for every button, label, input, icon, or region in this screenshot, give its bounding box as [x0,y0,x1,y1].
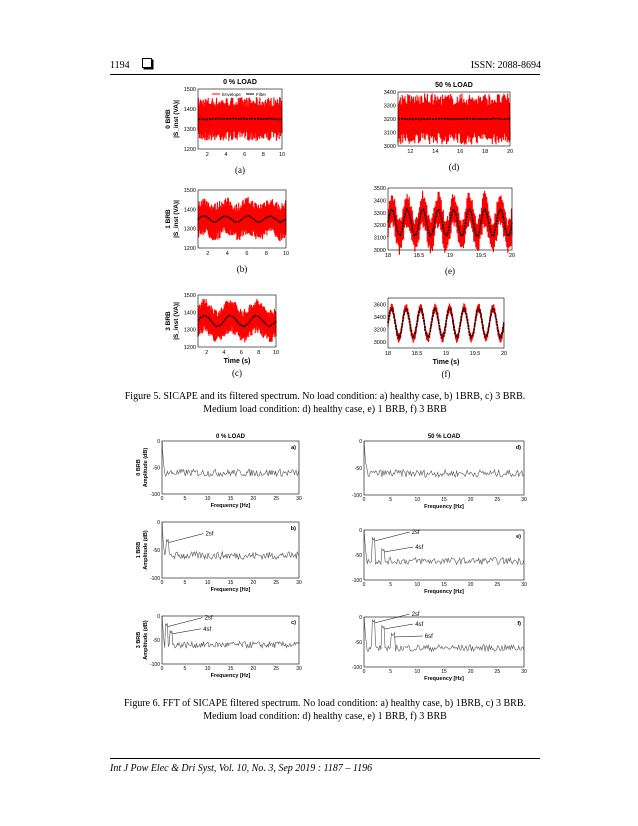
x-tick-label: 30 [296,496,302,502]
x-tick-label: 4 [222,350,226,356]
figure-6-caption [110,697,540,723]
x-tick-label: 2 [205,152,209,158]
footer-citation: Int J Pow Elec & Dri Syst, Vol. 10, No. 3, Sep 2019 : 1187 – 1196 [110,763,373,774]
y-axis-label: 1 BRB [165,209,172,229]
panel-corner-label: e) [516,534,521,540]
x-tick-label: 15 [227,666,234,672]
y-tick-label: 1200 [183,345,196,351]
x-tick-label: 16 [457,149,464,155]
x-tick-label: 6 [243,152,247,158]
subfigure-label: (b) [236,264,248,274]
y-tick-label: 3100 [383,130,396,137]
x-tick-label: 20 [467,582,474,588]
x-axis-label: Frequency [Hz] [210,503,251,509]
x-tick-label: 25 [273,496,279,502]
x-tick-label: 10 [204,496,211,502]
y-tick-label: -100 [149,492,160,498]
y-tick-label: 1500 [183,293,196,299]
x-tick-label: 30 [521,669,527,675]
panel-title: 50 % LOAD [427,434,461,440]
panel-corner-label: f) [517,621,521,627]
x-tick-label: 30 [296,580,302,586]
panel-corner-label: b) [290,526,296,532]
x-tick-label: 19.5 [469,351,481,357]
harmonic-annotation: 4sf [415,545,424,551]
y-tick-label: 1200 [183,147,196,153]
x-tick-label: 0 [362,582,366,588]
y-axis-label: 3 BRB [165,311,172,331]
y-tick-label: 0 [359,615,362,621]
annotation-arrow [384,547,413,552]
x-tick-label: 19 [446,253,454,259]
x-tick-label: 0 [362,497,366,503]
x-tick-label: 18 [384,351,392,357]
fft-trace [364,530,524,565]
y-axis-label: 0 BRB [136,459,142,476]
y-tick-label: 0 [157,439,160,445]
subfigure-label: (d) [448,162,460,172]
x-axis-label: Frequency [Hz] [210,587,251,593]
y-tick-label: -100 [351,493,362,499]
harmonic-annotation: 4sf [203,626,212,633]
x-tick-label: 4 [225,251,229,257]
issn: ISSN: 2088-8694 [470,60,541,71]
panel-title: 0 % LOAD [215,434,246,440]
panel-corner-label: d) [515,445,521,451]
x-tick-label: 15 [227,580,234,586]
harmonic-annotation: 2sf [204,615,213,622]
x-tick-label: 25 [273,580,279,586]
y-tick-label: -50 [152,465,160,472]
y-tick-label: 1500 [183,87,196,93]
subfigure-label: (e) [445,266,455,276]
x-tick-label: 4 [224,152,228,158]
y-tick-label: 1300 [183,127,196,133]
x-tick-label: 2 [205,350,209,356]
subfigure-label: (f) [441,369,451,379]
y-axis-unit: |S_inst (VA)| [173,200,180,238]
harmonic-annotation: 4sf [415,622,424,628]
x-tick-label: 10 [204,666,211,672]
annotation-arrow [168,534,203,543]
y-tick-label: -50 [354,466,362,472]
figure-5-caption-line-1: Figure 5. SICAPE and its filtered spectrum. No load condition: a) healthy case, b) 1BRB, c) 3 BRB. [124,391,526,402]
x-tick-label: 18 [482,149,489,155]
x-tick-label: 18.5 [411,351,423,357]
fft-panel-d [352,434,527,510]
fft-trace [364,441,524,477]
x-tick-label: 8 [264,251,268,257]
annotation-arrow [168,618,203,627]
y-tick-label: 0 [359,528,362,534]
y-tick-label: 3300 [383,103,396,110]
figure-6-caption-line-2: Medium load condition: d) healthy case, e) 1 BRB, f) 3 BRB [203,711,447,722]
x-tick-label: 15 [441,582,447,588]
panel-title: 0 % LOAD [223,79,257,86]
x-tick-label: 0 [160,666,164,672]
annotation-arrow [375,614,410,623]
y-tick-label: 3100 [373,235,386,242]
y-tick-label: 1400 [183,107,196,113]
legend-filter-label: Filter [256,92,266,97]
fft-panel-c [136,614,302,679]
x-tick-label: 15 [227,496,234,502]
y-axis-label: 1 BRB [136,541,142,559]
panel-title: 50 % LOAD [435,82,473,89]
y-tick-label: -100 [351,578,362,584]
fft-panel-e [352,528,527,595]
annotation-arrow [375,532,410,541]
y-axis-unit: Amplitude (dB) [143,447,149,488]
annotation-arrow [384,624,413,629]
y-tick-label: -50 [152,638,160,644]
y-tick-label: 3400 [383,90,396,96]
x-tick-label: 10 [282,251,290,257]
x-tick-label: 20 [250,666,257,672]
y-tick-label: -100 [149,662,160,668]
y-axis-unit: Amplitude (dB) [143,530,149,570]
x-axis-label: Time (s) [432,359,460,366]
page-number: 1194 [110,60,130,71]
x-tick-label: 30 [521,582,527,588]
y-tick-label: 3300 [373,210,386,217]
annotation-arrow [394,636,423,637]
axes-frame [162,616,299,664]
y-tick-label: 3400 [373,198,386,205]
x-tick-label: 10 [278,152,286,158]
x-tick-label: 5 [183,496,187,502]
axes-frame [162,522,299,578]
x-tick-label: 18.5 [413,253,425,259]
subfigure-label: (c) [232,368,242,378]
x-tick-label: 2 [206,251,210,257]
y-tick-label: 3000 [373,248,386,254]
fft-panel-b [136,520,302,593]
x-tick-label: 0 [160,580,164,586]
y-tick-label: 1500 [183,188,196,194]
x-tick-label: 10 [414,497,421,503]
panel-corner-label: c) [291,620,296,626]
fft-trace [364,617,524,652]
x-axis-label: Frequency [Hz] [424,504,464,510]
y-axis-unit: Amplitude (dB) [143,620,149,660]
y-tick-label: 1300 [183,226,196,233]
y-tick-label: 3200 [383,117,396,123]
y-tick-label: 3200 [373,223,386,230]
x-tick-label: 10 [414,669,421,675]
x-tick-label: 12 [407,149,414,155]
y-axis-label: 0 BRB [165,109,172,129]
x-tick-label: 20 [500,351,508,357]
y-tick-label: 0 [359,439,362,445]
figure-6-caption-line-1: Figure 6. FFT of SICAPE filtered spectrum. No load condition: a) healthy case, b) 1BRB, c) 3 BRB. [124,698,526,709]
x-tick-label: 25 [494,582,501,588]
y-tick-label: -50 [354,640,362,646]
x-axis-label: Frequency [Hz] [424,589,464,595]
x-axis-label: Frequency [Hz] [424,676,464,682]
x-tick-label: 0 [160,496,164,502]
panel-corner-label: a) [291,445,296,451]
y-tick-label: 3000 [373,339,386,346]
y-tick-label: 3400 [373,314,386,321]
subfigure-label: (a) [235,165,245,175]
legend-envelope-label: Envelope [222,92,241,97]
y-tick-label: 3600 [373,302,386,309]
x-tick-label: 10 [272,350,280,356]
axes-frame [364,441,524,495]
x-tick-label: 6 [245,251,249,257]
y-tick-label: -100 [149,576,160,582]
y-tick-label: -50 [152,548,160,554]
y-tick-label: 0 [157,520,160,526]
x-tick-label: 5 [389,497,393,503]
footer-rule [110,758,540,759]
y-tick-label: -50 [354,553,362,559]
x-tick-label: 19.5 [475,253,487,259]
fft-panel-f [352,612,527,682]
x-tick-label: 5 [389,669,393,675]
x-tick-label: 14 [432,149,439,155]
harmonic-annotation: 2sf [411,530,420,536]
fft-panel-a [136,434,302,509]
fft-trace [162,441,299,476]
y-tick-label: -100 [351,665,362,671]
x-tick-label: 20 [467,669,474,675]
x-tick-label: 15 [441,497,447,503]
x-tick-label: 30 [296,666,302,672]
x-tick-label: 5 [389,582,393,588]
x-tick-label: 25 [494,497,501,503]
x-tick-label: 20 [508,253,516,259]
y-tick-label: 1200 [183,246,196,252]
x-tick-label: 30 [521,497,527,503]
x-tick-label: 20 [467,497,474,503]
y-tick-label: 3000 [383,144,396,150]
x-tick-label: 25 [273,666,279,672]
x-tick-label: 10 [204,580,211,586]
y-tick-label: 1400 [183,207,196,214]
harmonic-annotation: 6sf [424,634,433,640]
x-tick-label: 6 [239,350,243,356]
y-tick-label: 1300 [183,327,196,334]
fft-trace [162,522,299,560]
x-tick-label: 8 [257,350,261,356]
y-tick-label: 3200 [373,327,386,334]
x-tick-label: 0 [362,669,366,675]
x-tick-label: 10 [414,582,421,588]
harmonic-annotation: 2sf [411,612,420,618]
y-tick-label: 0 [157,614,160,620]
axes-frame [162,441,299,494]
y-axis-label: 3 BRB [136,631,142,649]
x-axis-label: Frequency [Hz] [210,673,251,679]
y-axis-unit: |S_inst (VA)| [173,100,180,138]
x-tick-label: 8 [261,152,265,158]
x-tick-label: 15 [441,669,447,675]
figure-5-caption-line-2: Medium load condition: d) healthy case, e) 1 BRB, f) 3 BRB [203,404,447,415]
x-tick-label: 5 [183,580,187,586]
x-tick-label: 20 [506,149,514,155]
x-tick-label: 25 [494,669,501,675]
x-tick-label: 20 [250,580,257,586]
x-tick-label: 18 [384,253,392,259]
y-tick-label: 3500 [373,186,386,192]
y-tick-label: 1400 [183,310,196,317]
axes-frame [364,617,524,667]
x-tick-label: 20 [250,496,257,502]
x-tick-label: 19 [442,351,450,357]
harmonic-annotation: 2sf [205,531,214,538]
x-axis-label: Time (s) [223,358,251,365]
annotation-arrow [172,629,201,634]
x-tick-label: 5 [183,666,187,672]
y-axis-unit: |S_inst (VA)| [173,302,180,340]
